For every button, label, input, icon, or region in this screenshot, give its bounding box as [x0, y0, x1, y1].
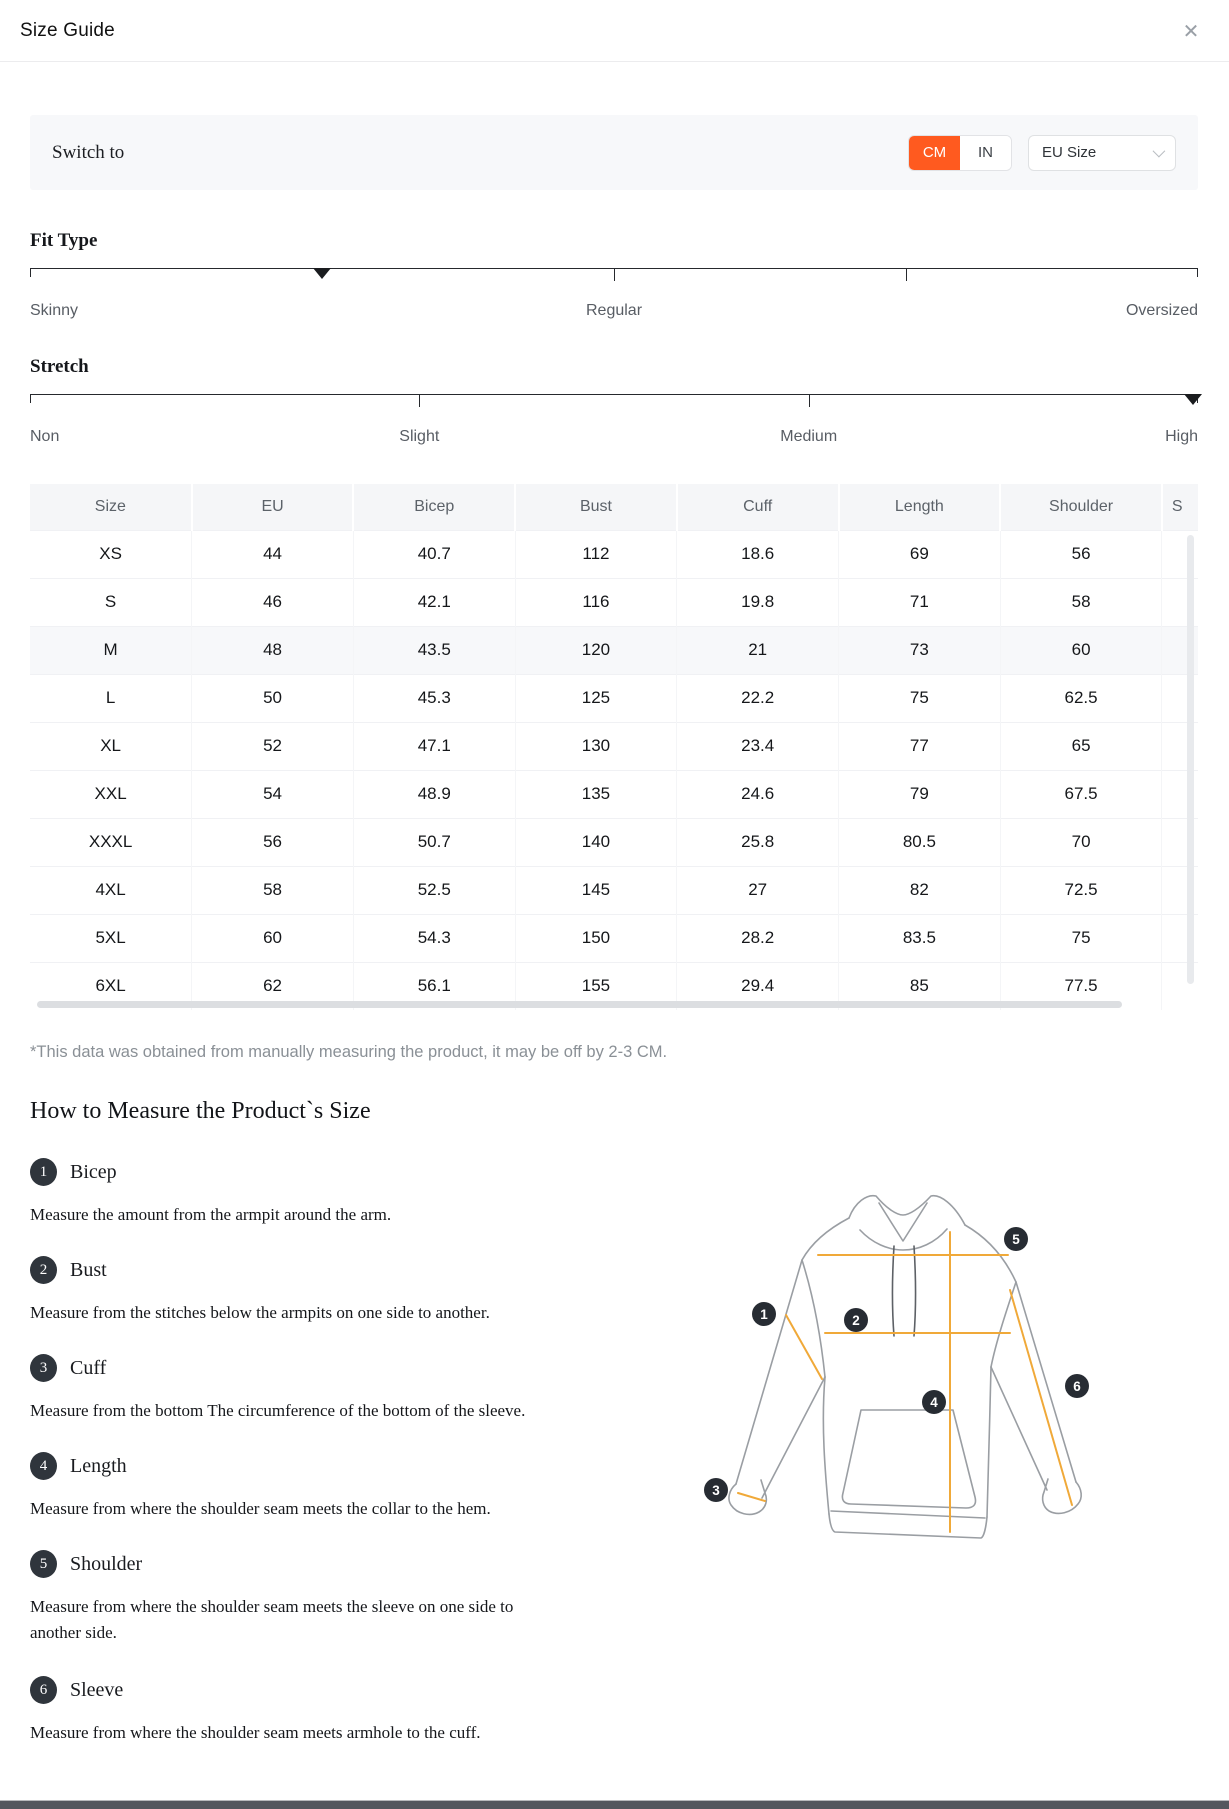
value-cell: 56 — [192, 818, 354, 866]
size-cell: 4XL — [30, 866, 192, 914]
value-cell: 23.4 — [677, 722, 839, 770]
hoodie-marker-1: 1 — [752, 1302, 776, 1326]
page-title: Size Guide — [20, 19, 115, 41]
value-cell: 75 — [1000, 914, 1162, 962]
value-cell: 22.2 — [677, 674, 839, 722]
col-cuff: Cuff — [677, 484, 839, 530]
bottom-bar — [0, 1800, 1229, 1809]
value-cell: 52.5 — [353, 866, 515, 914]
value-cell: 80.5 — [839, 818, 1001, 866]
value-cell: 73 — [839, 626, 1001, 674]
value-cell: 60 — [192, 914, 354, 962]
hoodie-illustration — [698, 1170, 1118, 1570]
slider-tick — [30, 395, 31, 403]
table-row-highlighted — [30, 626, 1198, 674]
stretch-slider — [30, 394, 1198, 406]
unit-in-button[interactable]: IN — [960, 136, 1011, 170]
value-cell: 145 — [515, 866, 677, 914]
size-table-wrapper — [30, 484, 1198, 1010]
value-cell: 72.5 — [1000, 866, 1162, 914]
fit-label-regular: Regular — [585, 302, 643, 319]
value-cell: 24.6 — [677, 770, 839, 818]
value-cell: 125 — [515, 674, 677, 722]
item-description: Measure from where the shoulder seam meets the sleeve on one side to another side. — [30, 1597, 514, 1642]
switch-to-label: Switch to — [52, 141, 125, 163]
value-cell: 28.2 — [677, 914, 839, 962]
value-cell: 48.9 — [353, 770, 515, 818]
value-cell: 83.5 — [839, 914, 1001, 962]
col-length: Length — [839, 484, 1001, 530]
col-bust: Bust — [515, 484, 677, 530]
value-cell: 112 — [515, 530, 677, 578]
size-standard-value: EU Size — [1042, 144, 1097, 161]
hoodie-marker-6: 6 — [1065, 1374, 1089, 1398]
value-cell: 18.6 — [677, 530, 839, 578]
item-description: Measure from where the shoulder seam meets armhole to the cuff. — [30, 1723, 481, 1742]
value-cell: 71 — [839, 578, 1001, 626]
value-cell: 54.3 — [353, 914, 515, 962]
table-row — [30, 866, 1198, 914]
item-label: Length — [70, 1454, 127, 1477]
slider-tick — [614, 269, 615, 281]
value-cell: 21 — [677, 626, 839, 674]
slider-tick — [419, 395, 420, 407]
size-cell: 6XL — [30, 962, 192, 1010]
value-cell: 62 — [192, 962, 354, 1010]
item-description: Measure the amount from the armpit around the arm. — [30, 1205, 392, 1224]
measure-item — [30, 1676, 1198, 1704]
value-cell: 56.1 — [353, 962, 515, 1010]
item-number-badge: 1 — [30, 1158, 57, 1186]
stretch-labels — [30, 428, 1198, 448]
col-bicep: Bicep — [353, 484, 515, 530]
size-table — [30, 484, 1198, 1010]
value-cell: 47.1 — [353, 722, 515, 770]
value-cell: 77 — [839, 722, 1001, 770]
size-cell: XXL — [30, 770, 192, 818]
item-number-badge: 5 — [30, 1550, 57, 1578]
item-description: Measure from the stitches below the armpits on one side to another. — [30, 1303, 490, 1322]
item-description: Measure from where the shoulder seam meets the collar to the hem. — [30, 1499, 491, 1518]
slider-tick — [906, 269, 907, 281]
slider-tick — [1197, 269, 1198, 277]
stretch-label-medium: Medium — [780, 428, 838, 445]
value-cell: 77.5 — [1000, 962, 1162, 1010]
size-standard-select[interactable] — [1028, 135, 1176, 171]
modal-header — [0, 0, 1229, 62]
stretch-label-non: Non — [30, 428, 60, 445]
value-cell: 29.4 — [677, 962, 839, 1010]
fit-type-slider — [30, 268, 1198, 280]
value-cell: 65 — [1000, 722, 1162, 770]
how-to-measure-section — [30, 1096, 1198, 1746]
fit-type-heading: Fit Type — [30, 230, 98, 251]
value-cell: 42.1 — [353, 578, 515, 626]
hoodie-marker-4: 4 — [922, 1390, 946, 1414]
value-cell: 135 — [515, 770, 677, 818]
how-to-measure-heading: How to Measure the Product`s Size — [30, 1098, 371, 1124]
table-row — [30, 914, 1198, 962]
hoodie-marker-2: 2 — [844, 1308, 868, 1332]
table-row — [30, 530, 1198, 578]
table-row — [30, 674, 1198, 722]
value-cell: 67.5 — [1000, 770, 1162, 818]
unit-cm-button[interactable]: CM — [909, 136, 960, 170]
item-number-badge: 6 — [30, 1676, 57, 1704]
col-shoulder: Shoulder — [1000, 484, 1162, 530]
slider-tick — [809, 395, 810, 407]
stretch-marker-icon — [1184, 394, 1202, 405]
value-cell: 155 — [515, 962, 677, 1010]
item-label: Cuff — [70, 1356, 107, 1379]
stretch-label-high: High — [1165, 428, 1198, 445]
measurement-footnote: *This data was obtained from manually measuring the product, it may be off by 2-3 CM. — [30, 1043, 668, 1061]
hoodie-marker-3: 3 — [704, 1478, 728, 1502]
vertical-scrollbar[interactable] — [1187, 535, 1194, 984]
item-number-badge: 3 — [30, 1354, 57, 1382]
value-cell: 60 — [1000, 626, 1162, 674]
value-cell: 19.8 — [677, 578, 839, 626]
unit-toggle — [908, 135, 1012, 171]
value-cell: 58 — [192, 866, 354, 914]
item-number-badge: 2 — [30, 1256, 57, 1284]
col-sleeve-clipped: S — [1162, 484, 1198, 530]
col-size: Size — [30, 484, 192, 530]
size-cell: 5XL — [30, 914, 192, 962]
value-cell: 120 — [515, 626, 677, 674]
value-cell: 140 — [515, 818, 677, 866]
horizontal-scrollbar[interactable] — [37, 1001, 1122, 1008]
value-cell: 75 — [839, 674, 1001, 722]
value-cell: 43.5 — [353, 626, 515, 674]
value-cell: 45.3 — [353, 674, 515, 722]
item-label: Bust — [70, 1258, 107, 1281]
table-row — [30, 578, 1198, 626]
table-row — [30, 818, 1198, 866]
size-cell: XL — [30, 722, 192, 770]
table-header-row — [30, 484, 1198, 530]
fit-label-oversized: Oversized — [1125, 302, 1198, 319]
slider-tick — [30, 269, 31, 277]
unit-switch-bar — [30, 115, 1198, 190]
chevron-down-icon — [1153, 145, 1166, 158]
switch-controls — [908, 135, 1176, 171]
fit-type-labels — [30, 302, 1198, 322]
fit-label-skinny: Skinny — [30, 302, 79, 319]
size-cell: M — [30, 626, 192, 674]
hoodie-marker-5: 5 — [1004, 1227, 1028, 1251]
fit-marker-icon — [313, 268, 331, 279]
stretch-heading: Stretch — [30, 356, 89, 377]
value-cell: 85 — [839, 962, 1001, 1010]
stretch-label-slight: Slight — [399, 428, 440, 445]
value-cell: 70 — [1000, 818, 1162, 866]
value-cell: 62.5 — [1000, 674, 1162, 722]
size-cell: XS — [30, 530, 192, 578]
value-cell: 50 — [192, 674, 354, 722]
value-cell: 50.7 — [353, 818, 515, 866]
value-cell: 58 — [1000, 578, 1162, 626]
value-cell: 79 — [839, 770, 1001, 818]
value-cell: 69 — [839, 530, 1001, 578]
item-label: Bicep — [70, 1160, 117, 1183]
size-cell: XXXL — [30, 818, 192, 866]
item-number-badge: 4 — [30, 1452, 57, 1480]
item-description: Measure from the bottom The circumference of the bottom of the sleeve. — [30, 1401, 526, 1420]
size-guide-content — [0, 115, 1229, 1746]
table-row — [30, 770, 1198, 818]
value-cell: 130 — [515, 722, 677, 770]
close-icon[interactable]: ✕ — [1182, 21, 1200, 43]
item-label: Sleeve — [70, 1678, 124, 1701]
value-cell: 82 — [839, 866, 1001, 914]
value-cell: 27 — [677, 866, 839, 914]
item-label: Shoulder — [70, 1552, 143, 1575]
col-eu: EU — [192, 484, 354, 530]
value-cell: 44 — [192, 530, 354, 578]
value-cell: 116 — [515, 578, 677, 626]
value-cell: 46 — [192, 578, 354, 626]
hoodie-drawing — [698, 1170, 1118, 1570]
table-row — [30, 722, 1198, 770]
measurement-lines — [738, 1232, 1072, 1532]
value-cell: 40.7 — [353, 530, 515, 578]
value-cell: 48 — [192, 626, 354, 674]
size-cell: L — [30, 674, 192, 722]
value-cell: 150 — [515, 914, 677, 962]
value-cell: 56 — [1000, 530, 1162, 578]
value-cell: 25.8 — [677, 818, 839, 866]
value-cell: 52 — [192, 722, 354, 770]
size-cell: S — [30, 578, 192, 626]
value-cell: 54 — [192, 770, 354, 818]
